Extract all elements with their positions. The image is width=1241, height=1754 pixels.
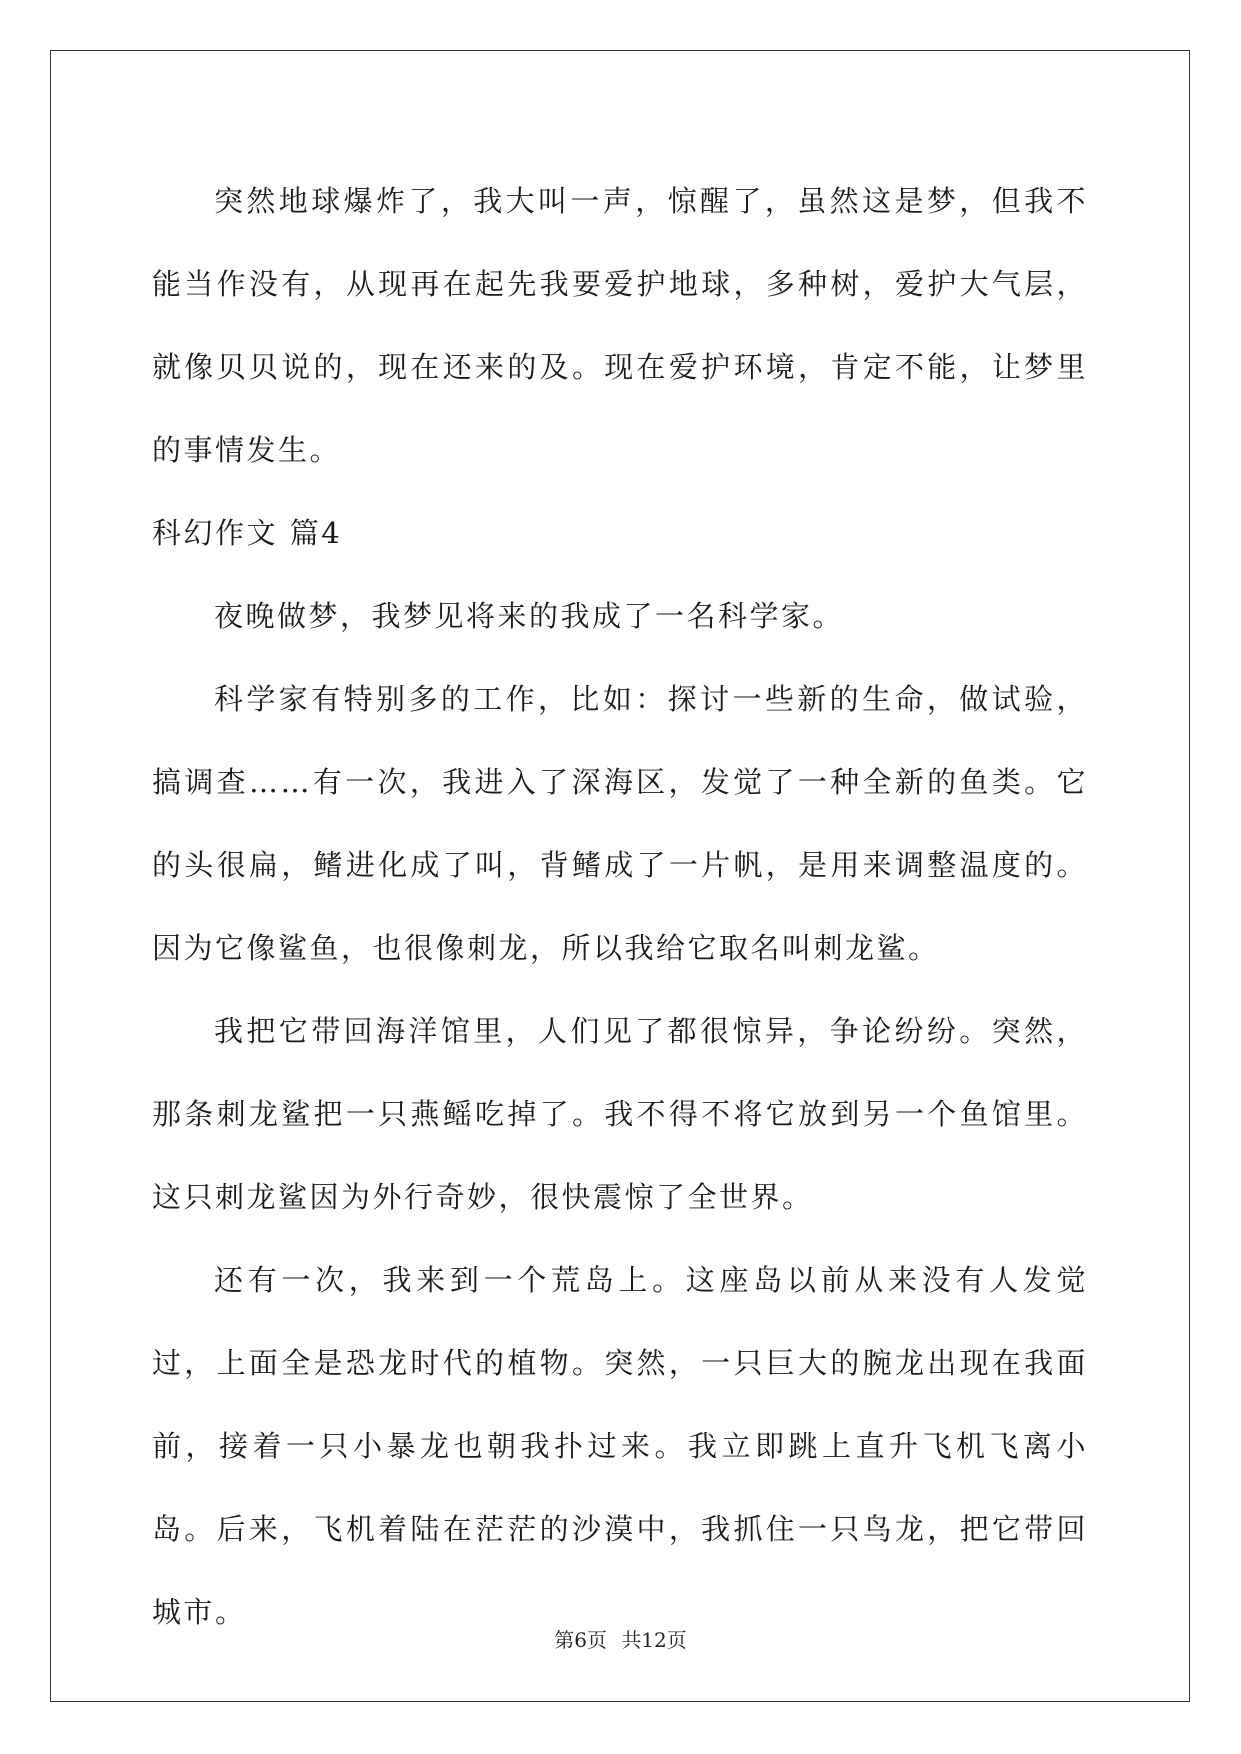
paragraph: 科学家有特别多的工作，比如：探讨一些新的生命，做试验，搞调查……有一次，我进入了深海区，发觉了一种全新的鱼类。它的头很扁，鳍进化成了叫，背鳍成了一片帆，是用来调整温度的。因为它像鲨鱼，也很像刺龙，所以我给它取名叫刺龙鲨。	[152, 682, 1088, 965]
document-body	[152, 160, 1088, 1654]
page-footer	[0, 1624, 1241, 1653]
paragraph: 夜晚做梦，我梦见将来的我成了一名科学家。	[214, 599, 845, 633]
section-heading: 科幻作文 篇4	[152, 516, 343, 550]
page-total: 共12页	[621, 1628, 687, 1652]
page-number: 第6页	[554, 1628, 607, 1652]
paragraph: 突然地球爆炸了，我大叫一声，惊醒了，虽然这是梦，但我不能当作没有，从现再在起先我要爱护地球，多种树，爱护大气层，就像贝贝说的，现在还来的及。现在爱护环境，肯定不能，让梦里的事情发生。	[152, 184, 1088, 467]
paragraph: 还有一次，我来到一个荒岛上。这座岛以前从来没有人发觉过，上面全是恐龙时代的植物。突然，一只巨大的腕龙出现在我面前，接着一只小暴龙也朝我扑过来。我立即跳上直升飞机飞离小岛。后来，飞机着陆在茫茫的沙漠中，我抓住一只鸟龙，把它带回城市。	[152, 1263, 1088, 1629]
paragraph: 我把它带回海洋馆里，人们见了都很惊异，争论纷纷。突然，那条刺龙鲨把一只燕鳐吃掉了。我不得不将它放到另一个鱼馆里。这只刺龙鲨因为外行奇妙，很快震惊了全世界。	[152, 1014, 1088, 1214]
